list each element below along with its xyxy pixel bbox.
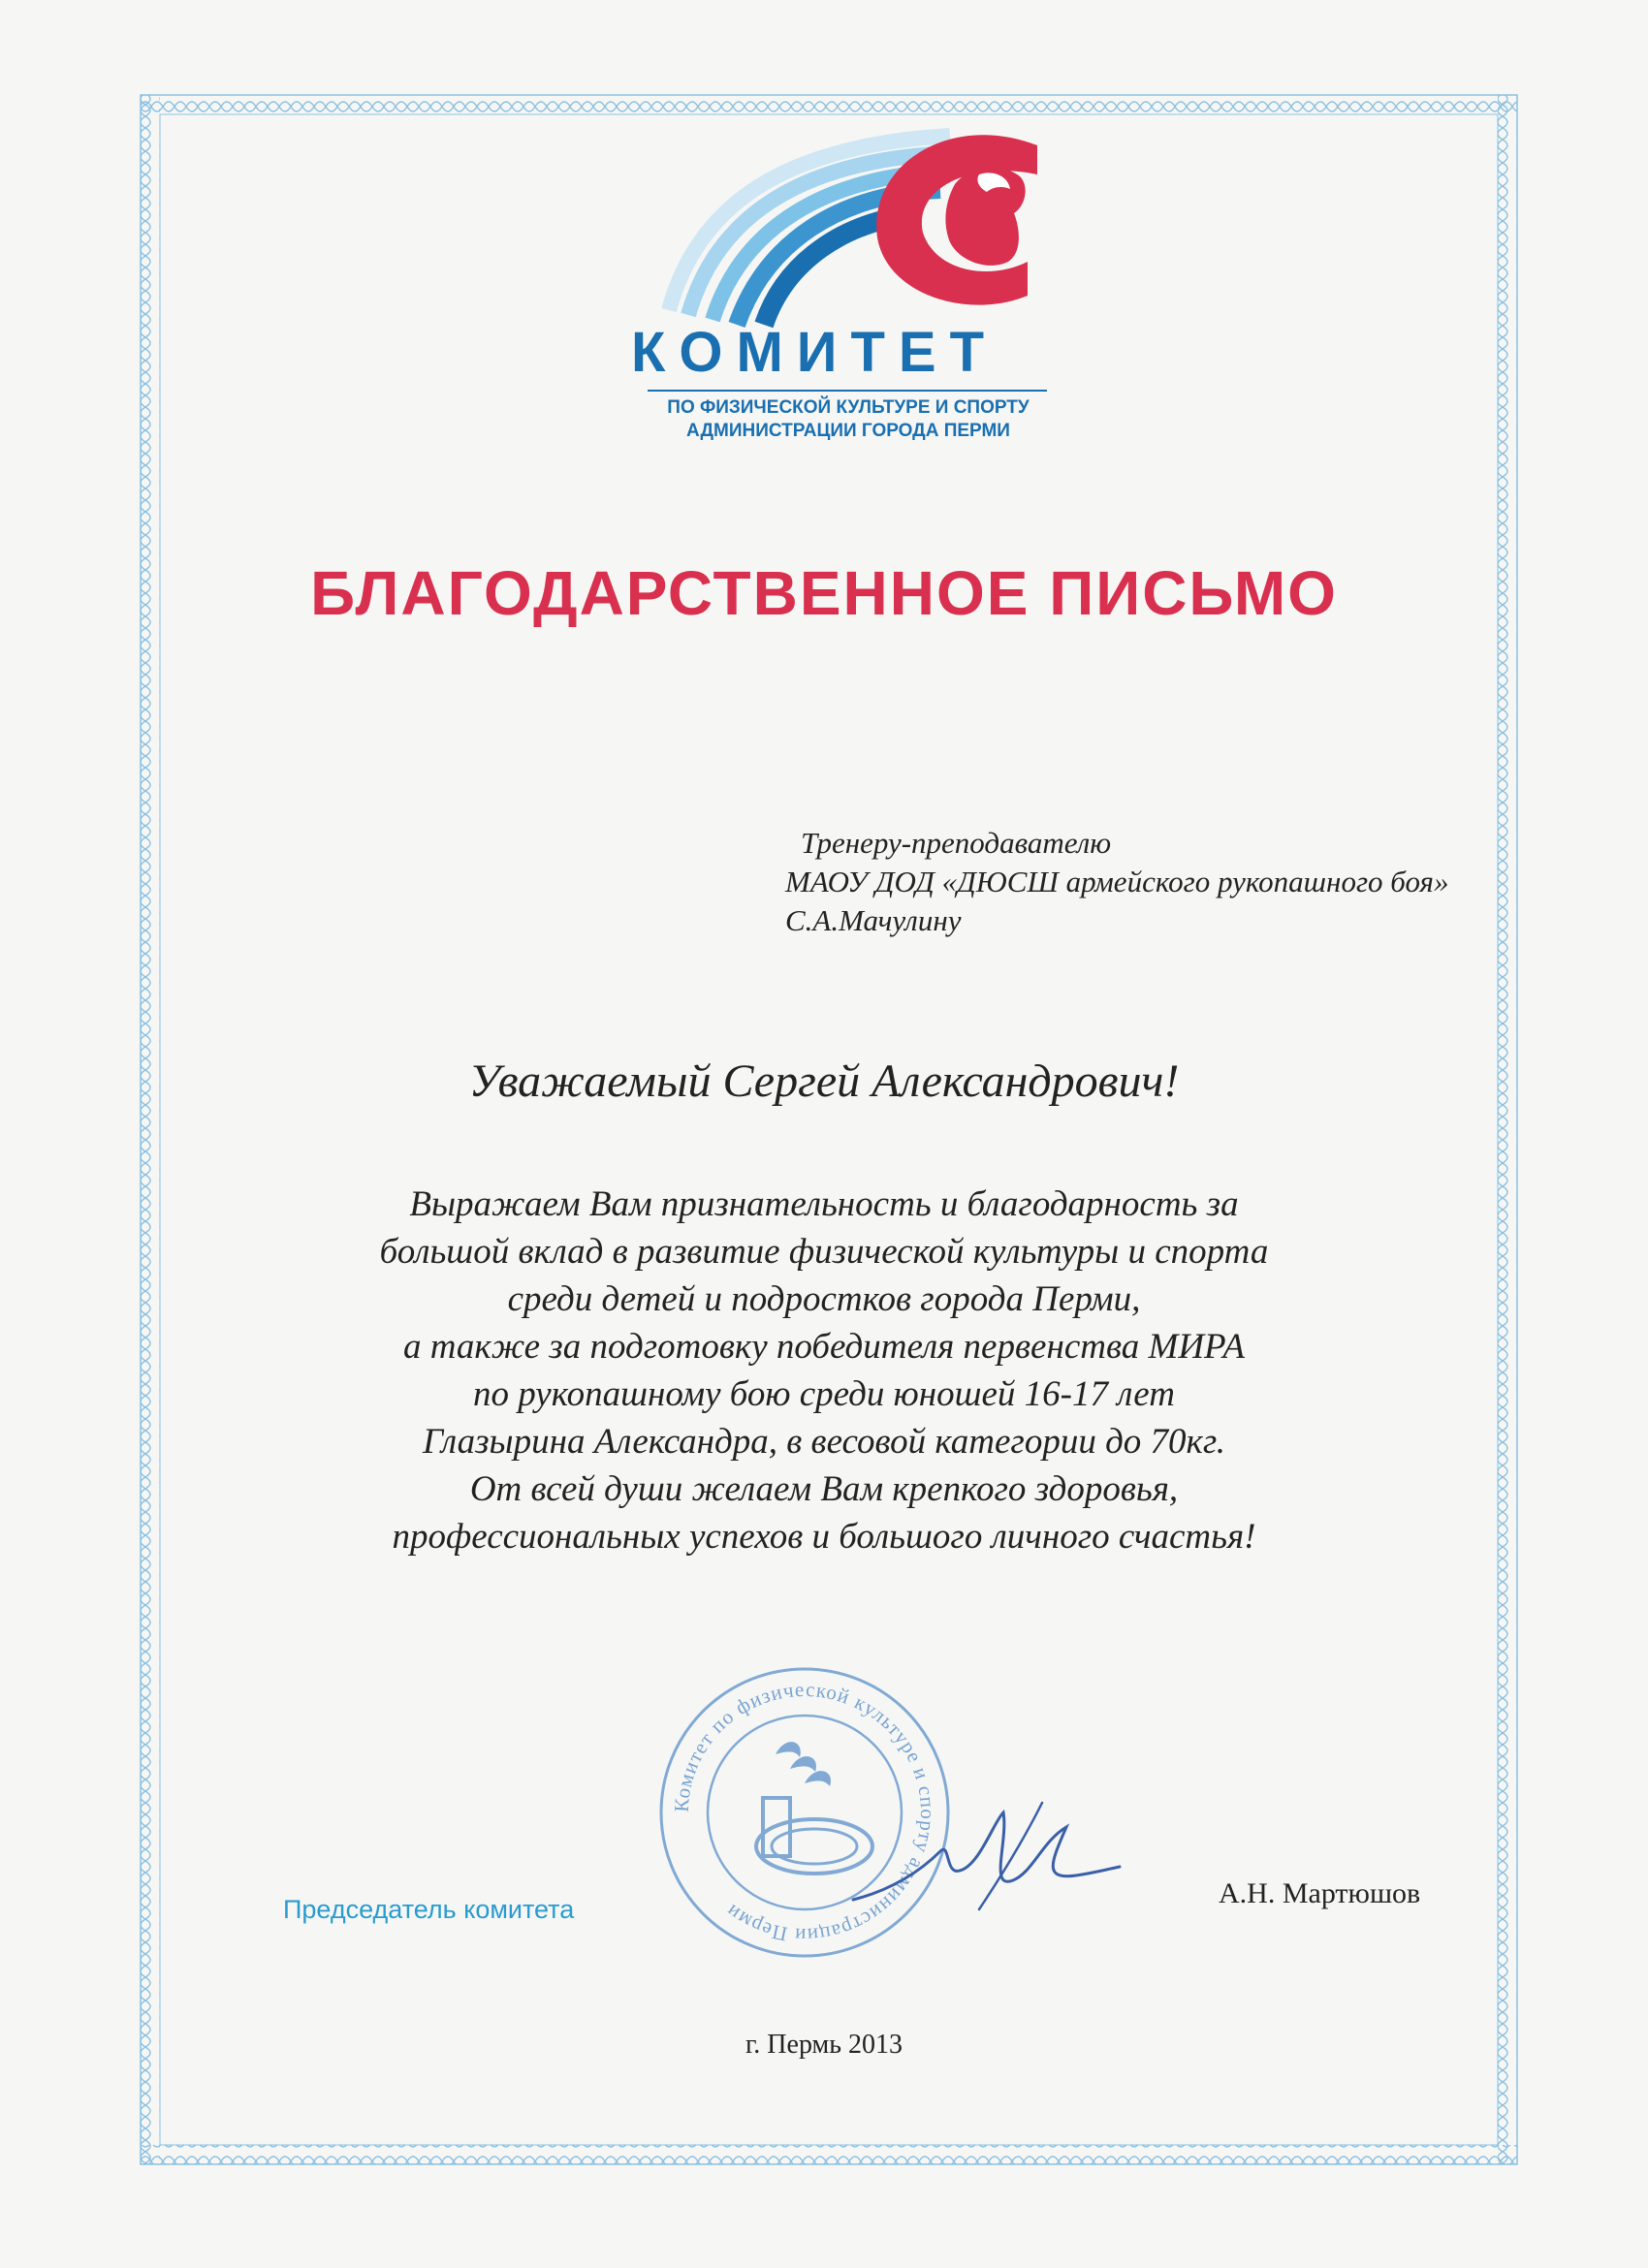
body-line: по рукопашному бою среди юношей 16-17 лет bbox=[473, 1374, 1175, 1414]
committee-subtitle-line2: АДМИНИСТРАЦИИ ГОРОДА ПЕРМИ bbox=[686, 421, 1010, 441]
body-line: От всей души желаем Вам крепкого здоровья, bbox=[469, 1469, 1179, 1509]
addressee-position: Тренеру-преподавателю bbox=[801, 826, 1112, 860]
addressee-block bbox=[785, 824, 1561, 940]
body-line: Глазырина Александра, в весовой категории до 70кг. bbox=[422, 1422, 1226, 1462]
greeting: Уважаемый Сергей Александрович! bbox=[468, 1055, 1180, 1107]
addressee-name: С.А.Мачулину bbox=[785, 903, 962, 937]
body-line: а также за подготовку победителя первенства МИРА bbox=[402, 1327, 1246, 1367]
committee-logo bbox=[659, 116, 1066, 330]
signer-name: А.Н. Мартюшов bbox=[1219, 1877, 1421, 1909]
body-line: Выражаем Вам признательность и благодарность за bbox=[409, 1184, 1239, 1224]
svg-text:Комитет по физической культуре: Комитет по физической культуре и спорту администрации Перми bbox=[669, 1677, 940, 1948]
letter-body bbox=[242, 1181, 1406, 1560]
body-line: среди детей и подростков города Перми, bbox=[507, 1279, 1141, 1319]
place-and-date: г. Пермь 2013 bbox=[745, 2030, 903, 2060]
addressee-organization: МАОУ ДОД «ДЮСШ армейского рукопашного боя» bbox=[785, 865, 1449, 898]
committee-name: КОМИТЕТ bbox=[630, 321, 998, 384]
committee-name-divider bbox=[648, 390, 1047, 392]
handwritten-signature bbox=[834, 1783, 1125, 1938]
document-title: БЛАГОДАРСТВЕННОЕ ПИСЬМО bbox=[310, 558, 1338, 628]
committee-subtitle-line1: ПО ФИЗИЧЕСКОЙ КУЛЬТУРЕ И СПОРТУ bbox=[667, 397, 1030, 418]
body-line: профессиональных успехов и большого личного счастья! bbox=[392, 1517, 1256, 1557]
body-line: большой вклад в развитие физической культуры и спорта bbox=[379, 1232, 1269, 1272]
bear-emblem-icon bbox=[945, 168, 1025, 266]
chairman-position-label: Председатель комитета bbox=[283, 1895, 575, 1924]
